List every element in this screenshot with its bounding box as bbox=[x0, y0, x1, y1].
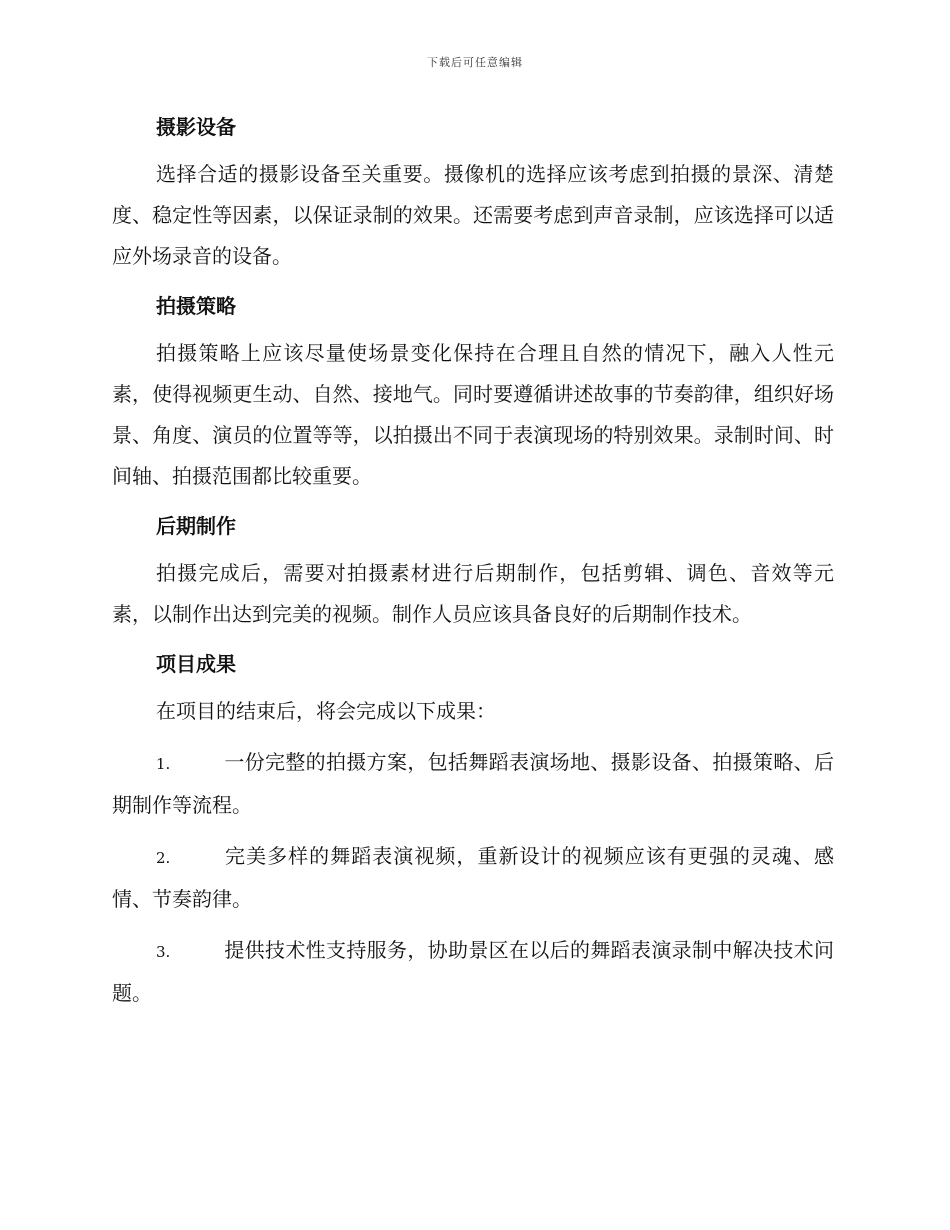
section-heading: 后期制作 bbox=[156, 514, 236, 538]
list-item bbox=[112, 930, 834, 1014]
list-item-text: 一份完整的拍摄方案，包括舞蹈表演场地、摄影设备、拍摄策略、后期制作等流程。 bbox=[112, 750, 834, 817]
list-item bbox=[112, 742, 834, 826]
header-note: 下载后可任意编辑 bbox=[427, 56, 523, 69]
results-list bbox=[112, 742, 834, 1014]
section-project-results bbox=[112, 645, 834, 732]
list-number: 1. bbox=[156, 755, 171, 773]
section-camera-equipment bbox=[112, 108, 834, 277]
section-paragraph: 选择合适的摄影设备至关重要。摄像机的选择应该考虑到拍摄的景深、清楚度、稳定性等因素，以保证录制的效果。还需要考虑到声音录制，应该选择可以适应外场录音的设备。 bbox=[112, 162, 834, 268]
section-post-production bbox=[112, 507, 834, 635]
document-body bbox=[112, 108, 834, 1014]
section-heading: 拍摄策略 bbox=[156, 294, 236, 318]
section-heading: 摄影设备 bbox=[156, 115, 236, 139]
list-item-text: 提供技术性支持服务，协助景区在以后的舞蹈表演录制中解决技术问题。 bbox=[112, 938, 834, 1005]
section-paragraph: 拍摄完成后，需要对拍摄素材进行后期制作，包括剪辑、调色、音效等元素，以制作出达到完美的视频。制作人员应该具备良好的后期制作技术。 bbox=[112, 561, 834, 626]
section-heading: 项目成果 bbox=[156, 652, 236, 676]
list-item bbox=[112, 836, 834, 920]
section-shooting-strategy bbox=[112, 287, 834, 497]
section-paragraph: 拍摄策略上应该尽量使场景变化保持在合理且自然的情况下，融入人性元素，使得视频更生动、自然、接地气。同时要遵循讲述故事的节奏韵律，组织好场景、角度、演员的位置等等，以拍摄出不同于表演现场的特别效果。录制时间、时间轴、拍摄范围都比较重要。 bbox=[112, 341, 834, 488]
list-number: 3. bbox=[156, 943, 171, 961]
section-paragraph: 在项目的结束后，将会完成以下成果： bbox=[156, 699, 496, 723]
list-number: 2. bbox=[156, 849, 171, 867]
list-item-text: 完美多样的舞蹈表演视频，重新设计的视频应该有更强的灵魂、感情、节奏韵律。 bbox=[112, 844, 834, 911]
